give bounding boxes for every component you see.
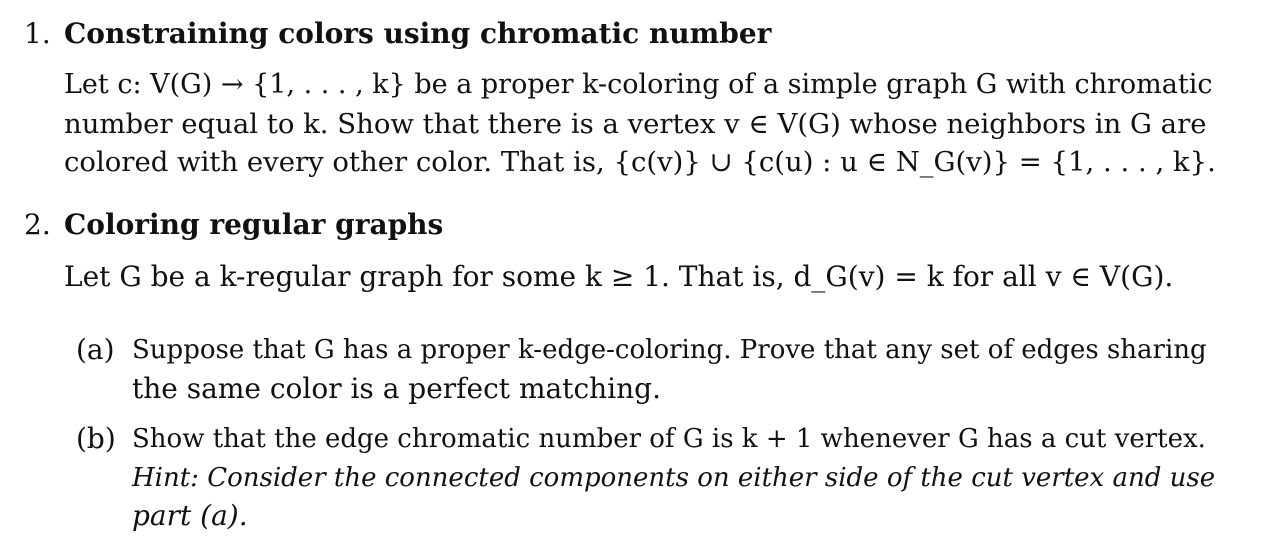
problem-2-number: 2. <box>24 208 51 241</box>
problem-1-number: 1. <box>24 17 51 50</box>
part-b-line-1: Show that the edge chromatic number of G is k + 1 whenever G has a cut vertex. <box>132 424 1206 454</box>
part-a-line-1: Suppose that G has a proper k-edge-coloring. Prove that any set of edges sharing <box>132 335 1207 365</box>
part-b-hint-line-1: Hint: Consider the connected components on either side of the cut vertex and use <box>132 462 1216 493</box>
part-b-label: (b) <box>76 422 116 455</box>
part-a-line-2: the same color is a perfect matching. <box>132 371 661 405</box>
problem-1-line-2: number equal to k. Show that there is a vertex v ∈ V(G) whose neighbors in G are <box>64 107 1207 140</box>
problem-2-line-1: Let G be a k-regular graph for some k ≥ 1. That is, d_G(v) = k for all v ∈ V(G). <box>64 260 1174 293</box>
problem-1-title: Constraining colors using chromatic number <box>64 17 772 50</box>
problem-1-line-3: colored with every other color. That is, {c(v)} ∪ {c(u) : u ∈ N_G(v)} = {1, . . . , k}. <box>64 146 1216 178</box>
problem-2-title: Coloring regular graphs <box>64 208 444 241</box>
problem-1-line-1: Let c: V(G) → {1, . . . , k} be a proper k-coloring of a simple graph G with chromatic <box>64 69 1213 100</box>
part-a-text <box>132 331 1224 408</box>
part-b-text <box>132 420 1224 536</box>
problem-1-statement <box>64 66 1224 182</box>
problem-2-statement <box>64 258 1224 297</box>
part-a-label: (a) <box>76 333 115 366</box>
part-b-hint-line-2: part (a). <box>132 499 248 532</box>
